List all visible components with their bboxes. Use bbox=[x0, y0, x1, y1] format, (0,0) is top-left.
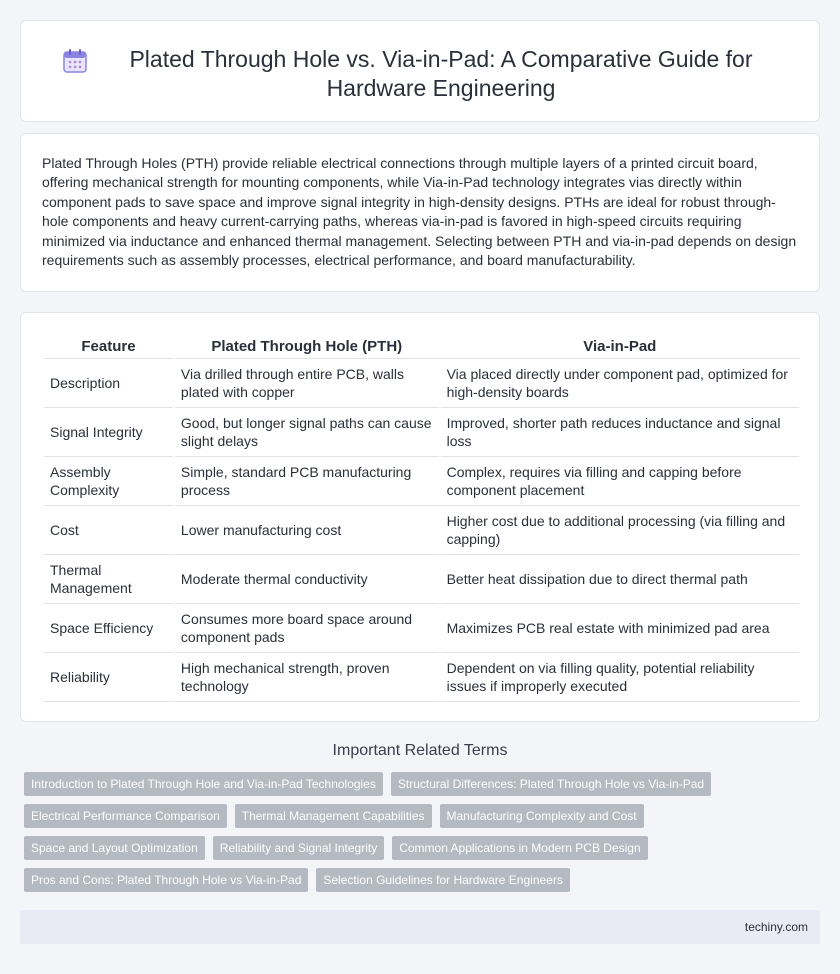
related-term-tag[interactable]: Manufacturing Complexity and Cost bbox=[440, 804, 644, 828]
footer bbox=[20, 910, 820, 944]
related-term-tag[interactable]: Common Applications in Modern PCB Design bbox=[392, 836, 647, 860]
related-terms-heading: Important Related Terms bbox=[332, 742, 508, 759]
related-terms-section bbox=[20, 742, 820, 892]
table-row bbox=[43, 456, 799, 505]
header-pth: Plated Through Hole (PTH) bbox=[174, 333, 440, 358]
pth-cell: Simple, standard PCB manufacturing process bbox=[174, 456, 440, 505]
feature-cell: Thermal Management bbox=[43, 554, 174, 603]
comparison-table-card bbox=[20, 312, 820, 722]
related-term-tag[interactable]: Reliability and Signal Integrity bbox=[213, 836, 384, 860]
via-in-pad-cell: Higher cost due to additional processing (via filling and capping) bbox=[440, 505, 799, 554]
related-term-tag[interactable]: Space and Layout Optimization bbox=[24, 836, 205, 860]
related-term-tag[interactable]: Selection Guidelines for Hardware Engineers bbox=[316, 868, 569, 892]
intro-card bbox=[20, 133, 820, 292]
pth-cell: Moderate thermal conductivity bbox=[174, 554, 440, 603]
intro-paragraph: Plated Through Holes (PTH) provide reliable electrical connections through multiple layers of a printed circuit board, offering mechanical strength for mounting components, while Via-in-Pad technology integrates vias directly within component pads to save space and improve signal integrity in high-density designs. PTHs are ideal for robust through-hole components and heavy current-carrying paths, whereas via-in-pad is favored in high-speed circuits requiring minimized via inductance and enhanced thermal management. Selecting between PTH and via-in-pad depends on design requirements such as assembly processes, electrical performance, and board manufacturability. bbox=[42, 155, 797, 269]
feature-cell: Assembly Complexity bbox=[43, 456, 174, 505]
feature-cell: Reliability bbox=[43, 652, 174, 701]
via-in-pad-cell: Better heat dissipation due to direct thermal path bbox=[440, 554, 799, 603]
via-in-pad-cell: Via placed directly under component pad, optimized for high-density boards bbox=[440, 358, 799, 407]
table-row bbox=[43, 652, 799, 701]
feature-cell: Signal Integrity bbox=[43, 407, 174, 456]
via-in-pad-cell: Improved, shorter path reduces inductance and signal loss bbox=[440, 407, 799, 456]
pth-cell: Via drilled through entire PCB, walls plated with copper bbox=[174, 358, 440, 407]
comparison-table bbox=[42, 333, 799, 702]
pth-cell: Consumes more board space around component pads bbox=[174, 603, 440, 652]
table-header-row bbox=[43, 333, 799, 358]
header-feature: Feature bbox=[43, 333, 174, 358]
via-in-pad-cell: Complex, requires via filling and capping before component placement bbox=[440, 456, 799, 505]
table-row bbox=[43, 407, 799, 456]
feature-cell: Space Efficiency bbox=[43, 603, 174, 652]
feature-cell: Cost bbox=[43, 505, 174, 554]
feature-cell: Description bbox=[43, 358, 174, 407]
related-term-tag[interactable]: Electrical Performance Comparison bbox=[24, 804, 227, 828]
header-via-in-pad: Via-in-Pad bbox=[440, 333, 799, 358]
page-title: Plated Through Hole vs. Via-in-Pad: A Comparative Guide for Hardware Engineering bbox=[129, 46, 753, 101]
related-term-tag[interactable]: Thermal Management Capabilities bbox=[235, 804, 432, 828]
via-in-pad-cell: Maximizes PCB real estate with minimized pad area bbox=[440, 603, 799, 652]
calendar-icon bbox=[61, 47, 89, 75]
pth-cell: Good, but longer signal paths can cause slight delays bbox=[174, 407, 440, 456]
related-term-tag[interactable]: Introduction to Plated Through Hole and Via-in-Pad Technologies bbox=[24, 772, 383, 796]
table-row bbox=[43, 358, 799, 407]
pth-cell: High mechanical strength, proven technology bbox=[174, 652, 440, 701]
via-in-pad-cell: Dependent on via filling quality, potential reliability issues if improperly executed bbox=[440, 652, 799, 701]
related-terms-tags bbox=[20, 772, 820, 892]
related-term-tag[interactable]: Structural Differences: Plated Through Hole vs Via-in-Pad bbox=[391, 772, 711, 796]
related-term-tag[interactable]: Pros and Cons: Plated Through Hole vs Via-in-Pad bbox=[24, 868, 308, 892]
table-row bbox=[43, 603, 799, 652]
pth-cell: Lower manufacturing cost bbox=[174, 505, 440, 554]
table-row bbox=[43, 505, 799, 554]
table-row bbox=[43, 554, 799, 603]
footer-site-link[interactable]: techiny.com bbox=[744, 920, 808, 934]
title-card bbox=[20, 20, 820, 122]
